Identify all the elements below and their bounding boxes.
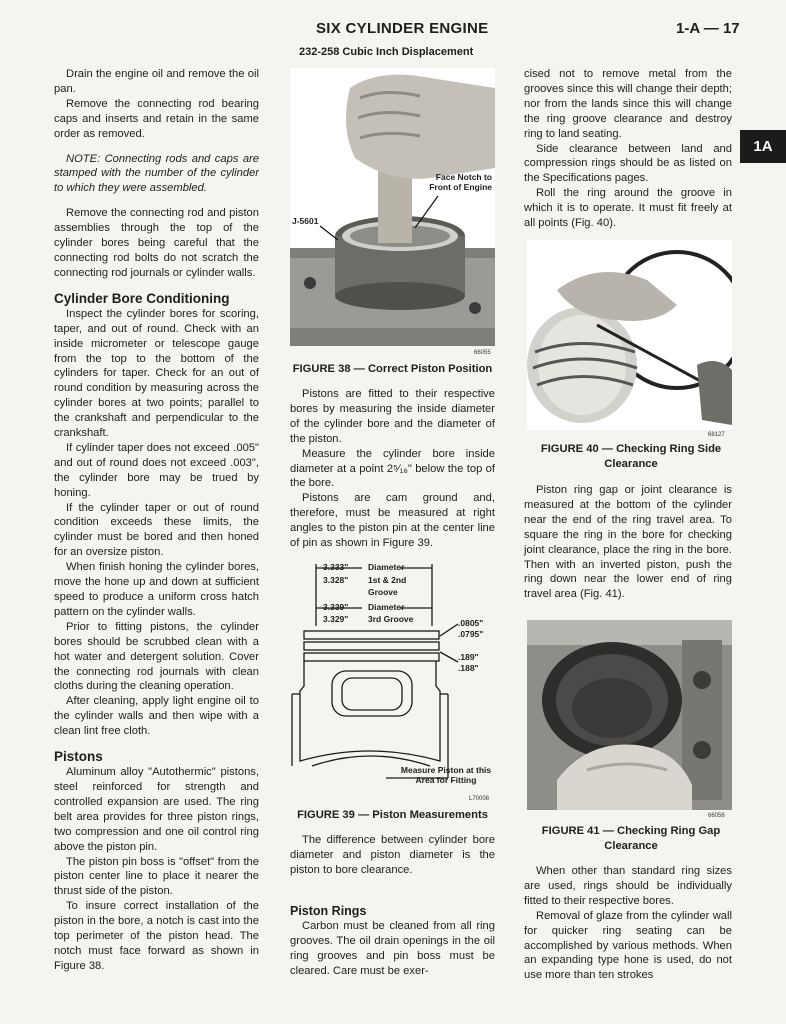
figure-38-caption: FIGURE 38 — Correct Piston Position bbox=[292, 363, 493, 375]
paragraph: If cylinder taper does not exceed .005" and out of round does not exceed .003", the cylinder bore may be trued by honing. bbox=[54, 441, 259, 499]
paragraph: If the cylinder taper or out of round condition exceeds these limits, the cylinder must be bored and then honed for an oversize piston. bbox=[54, 501, 259, 559]
figure-39-number: L70008 bbox=[469, 796, 490, 802]
paragraph: Removal of glaze from the cylinder wall for quicker ring seating can be accomplished by various methods. When an expanding type hone is used, do not use more than ten strokes bbox=[524, 909, 732, 982]
dim-2-label-b: 3rd Groove bbox=[368, 614, 414, 624]
text-column-2 bbox=[290, 387, 495, 551]
dim-1-label-b: 1st & 2nd bbox=[368, 575, 407, 585]
text-column-3-middle bbox=[524, 483, 732, 602]
dim-2-label-a: Diameter bbox=[368, 602, 405, 612]
figure-41-caption: FIGURE 41 — Checking Ring Gap Clearance bbox=[541, 825, 721, 852]
text-column-1 bbox=[54, 67, 259, 974]
label-face-notch: Face Notch to Front of Engine bbox=[429, 172, 492, 192]
figure-41-number: 66056 bbox=[708, 813, 725, 819]
ring-gap-clearance-illustration bbox=[527, 620, 732, 810]
figure-39-caption: FIGURE 39 — Piston Measurements bbox=[297, 809, 488, 821]
section-heading-rings: Piston Rings bbox=[290, 904, 367, 918]
paragraph: Remove the connecting rod and piston assemblies through the top of the cylinder bores being careful that the connecting rod bolts do not scratch the connecting rod journals or cylinder walls. bbox=[54, 207, 259, 279]
paragraph: Measure the cylinder bore inside diameter at a point 2⁵⁄₁₆" below the top of the bore. bbox=[290, 447, 495, 490]
page-subtitle: 232-258 Cubic Inch Displacement bbox=[299, 46, 474, 58]
figure-38-number: 66055 bbox=[474, 350, 491, 356]
dim-1-value-a: 3.333" bbox=[323, 562, 349, 572]
paragraph: Pistons are cam ground and, therefore, must be measured at right angles to the piston pin at the center line of pin as shown in Figure 39. bbox=[290, 492, 495, 550]
dim-1-label-a: Diameter bbox=[368, 562, 405, 572]
paragraph: The difference between cylinder bore diameter and piston diameter is the piston to bore clearance. bbox=[290, 834, 495, 876]
paragraph: Aluminum alloy "Autothermic" pistons, steel reinforced for strength and controlled expansion are used. The ring belt area provides for three piston rings, two compression and one oil control ring above the piston pin. bbox=[54, 766, 259, 853]
page-number: 1-A — 17 bbox=[676, 20, 740, 37]
label-tool: J-5601 bbox=[292, 216, 319, 226]
paragraph: Roll the ring around the groove in which it is to operate. It must fit freely at all points (Fig. 40). bbox=[524, 187, 732, 230]
dim-2-value-b: 3.329" bbox=[323, 614, 349, 624]
text-column-3 bbox=[524, 67, 732, 231]
paragraph: Carbon must be cleaned from all ring grooves. The oil drain openings in the oil ring grooves and pin boss must be cleared. Care must be exer- bbox=[290, 920, 495, 977]
text-column-3-lower bbox=[524, 864, 732, 983]
section-tab: 1A bbox=[740, 130, 786, 163]
figure-40-photo bbox=[527, 240, 732, 430]
dim-3-value-b: .0795" bbox=[458, 629, 484, 639]
note: NOTE: Connecting rods and caps are stamped with the number of the cylinder to which they were assembled. bbox=[54, 152, 259, 195]
dim-3-value-a: .0805" bbox=[458, 618, 484, 628]
dim-2-value-a: 3.339" bbox=[323, 602, 349, 612]
dim-1-value-b: 3.328" bbox=[323, 575, 349, 585]
dim-4-value-a: .189" bbox=[458, 652, 479, 662]
paragraph: Side clearance between land and compression rings should be as listed on the Specifications pages. bbox=[524, 142, 732, 185]
paragraph: To insure correct installation of the piston in the bore, a notch is cast into the top perimeter of the piston head. The notch must face forward as shown in Figure 38. bbox=[54, 900, 259, 972]
measure-area-label: Measure Piston at this Area for Fitting bbox=[400, 765, 492, 785]
dim-1-label-c: Groove bbox=[368, 587, 398, 597]
dim-4-value-b: .188" bbox=[458, 663, 479, 673]
paragraph: Drain the engine oil and remove the oil pan. bbox=[54, 68, 259, 95]
figure-39-diagram bbox=[290, 556, 495, 796]
page-title: SIX CYLINDER ENGINE bbox=[316, 20, 489, 37]
figure-40-number: 68127 bbox=[708, 432, 725, 438]
paragraph: When finish honing the cylinder bores, move the hone up and down at sufficient speed to produce a uniform cross hatch pattern on the cylinder walls. bbox=[54, 561, 259, 618]
paragraph: Piston ring gap or joint clearance is measured at the bottom of the cylinder near the end of the ring travel area. To square the ring in the bore for checking joint clearance, place the ring in the bore. Then with an inverted piston, push the ring down near the lower end of ring travel area (Fig. 41). bbox=[524, 484, 732, 601]
text-column-2-rings bbox=[290, 904, 495, 979]
section-heading-pistons: Pistons bbox=[54, 749, 103, 765]
paragraph: Prior to fitting pistons, the cylinder bores should be scrubbed clean with a hot water and detergent solution. Cover the connecting rod journals with clean cloths during the cleaning operation. bbox=[54, 620, 259, 693]
piston-install-illustration bbox=[290, 68, 495, 346]
paragraph: Inspect the cylinder bores for scoring, taper, and out of round. Check with an inside micrometer or telescope gauge from the top to the bottom of the cylinders for taper. Check for an out of round condition by measuring across the cylinder bores at two points; parallel to the crankshaft and perpendicular to the crankshaft. bbox=[54, 307, 259, 440]
paragraph: When other than standard ring sizes are used, rings should be individually fitted to their respective bores. bbox=[524, 865, 732, 907]
paragraph: cised not to remove metal from the grooves since this will change their depth; nor from the lands since this will change the ring groove clearance and destroy ring to land seating. bbox=[524, 68, 732, 140]
text-column-2-lower bbox=[290, 833, 495, 878]
section-heading-bore: Cylinder Bore Conditioning bbox=[54, 290, 230, 306]
paragraph: Pistons are fitted to their respective bores by measuring the inside diameter of the cylinder bore and the diameter of the piston. bbox=[290, 388, 495, 445]
figure-38-photo bbox=[290, 68, 495, 346]
ring-side-clearance-illustration bbox=[527, 240, 732, 430]
paragraph: After cleaning, apply light engine oil to the cylinder walls and then wipe with a clean lint free cloth. bbox=[54, 695, 259, 738]
paragraph: Remove the connecting rod bearing caps and inserts and retain in the same order as removed. bbox=[54, 97, 259, 140]
figure-41-photo bbox=[527, 620, 732, 810]
paragraph: The piston pin boss is "offset" from the piston center line to place it nearer the thrust side of the piston. bbox=[54, 855, 259, 898]
figure-40-caption: FIGURE 40 — Checking Ring Side Clearance bbox=[540, 443, 722, 470]
